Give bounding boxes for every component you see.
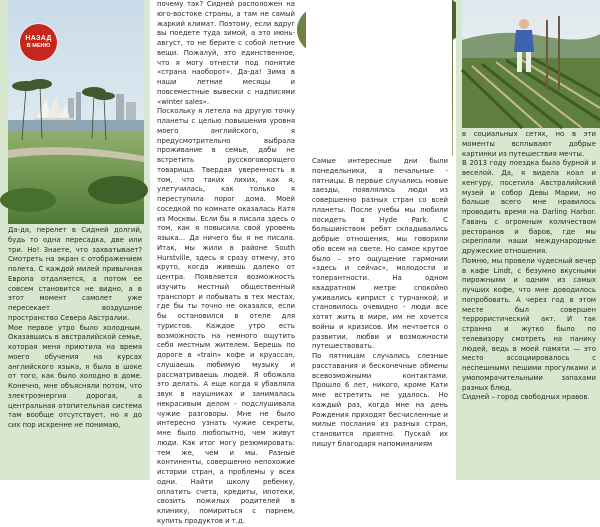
paragraph: По пятницам случались слезные расставания и бесконечные обмены всевозможными контактами. Прошло 6 лет, никого, кроме Кати мне встретить не удалось. Но каждый раз, когда мне на день Рождения приходят бесчисленные и милые послания из разных стран, становится приятно. Пускай их пишут благодаря напоминаниям (312, 352, 448, 448)
paragraph: Да-да, перелет в Сидней долгий, будь то одна пересадка, две или три. Но! Знаете, что захватывает? Смотреть на экран с отображением полета. С каждой милей привычная Европа отдаляется, а потом ее совсем становится не видно, а в этот момент самолет уже пересекает воздушное пространство Севера Австралии. (8, 226, 142, 322)
back-to-menu-line1: НАЗАД (25, 35, 52, 42)
paragraph: Поскольку я летела на другую точку планеты с целью повышения уровня моего английского, я предусмотрительно выбрала проживание в семье, дабы не встретить русскоговорящего товарища. Твердая уверенность в том, что таких лихих, как я, улетучилась, как только я переступила порог дома. Моей соседкой по комнате оказалась Катя из Москвы. Если бы я писала здесь о том, как я повысила свой уровень языка... Да ничего бы я не писала. Итак, мы жили в районе South Hurstville, здесь я сразу отмечу, это круто, когда живешь далеко от центра. Появляется возможность изучить местный общественный транспорт и побывать в тех местах, где бы ты точно не оказался, если бы остановился в отеле для туристов. Каждое утро есть возможность на немного ощутить себя местным жителем. Берешь по дороге в «train» кофе и круассан, слушаешь любимую музыку и рассматриваешь людей. Я обожала это делать. А еще когда я убавляла звук в наушниках и занималась некрасивым делом - подслушивала чужие разговоры. Мне не было интересно узнать чужие секреты, мне было любопытно, чем живут люди. Как итог могу резюмировать: тем же, чем и мы. Разные континенты, совершенно непохожие истории стран, а проблемы у всех одни. Найти школу ребенку, оплатить счета, кредиты, ипотеки, свозить пожилых родителей в клинику, помириться с парнем, купить продуктов и т.д. (157, 107, 295, 525)
back-to-menu-line2: В МЕНЮ (26, 43, 51, 49)
paragraph: почему так? Сидней расположен на юго-востоке страны, а там не самый жаркий климат. Поэтому, если вдруг вы поедете туда зимой, а это июнь-август, то не берите с собой летние вещи. Пожалуй, это единственное, что я могу отнести под понятие «страна наоборот». Да-да! Зима в наши летние месяцы и повсеместные вывески с надписями «winter sales». (157, 0, 295, 106)
article-text-column-1 (8, 226, 142, 431)
article-text-column-2 (157, 0, 295, 527)
column-3 (306, 0, 452, 480)
paragraph: Помню, мы провели чудесный вечер в кафе Lindt, с безумно вкусными пирожными и одним из самых лучших кофе, что мне доводилось попробовать. А через год в этом месте был совершен террористический акт. И так странно и жутко было по телевизору смотреть на панику людей, ведь в моей памяти — это место ассоциировалось с неспешными пешими прогулками и умопомрачительными запахами разных блюд. (462, 256, 596, 392)
paragraph: Мое первое утро было холодным. Оказавшись в австралийской семье, которая меня приютила на время моего обучения на курсах английского языка, я была в шоке от того, как было холодно в доме. Конечно, мне объясняли потом, что электроэнергия дорогая, а центральная отопительная система там вообще отсутствует, но я до сих пор искренне не понимаю, (8, 323, 142, 429)
paragraph: в социальных сетях, но в эти моменты всплывают добрые картинки из путешествия мечты. (462, 130, 596, 158)
back-to-menu-button[interactable] (20, 24, 57, 61)
paragraph: В 2013 году поездка была бурной и веселой. Да, я видела коал и кенгуру, посетила Австралийский музей и собор Девы Марии, но больше всего мне нравилось проводить время на Darling Harbor. Гавань с огромным количеством ресторанов и баров, где мы скрепляли наши международные дружеские отношения. (462, 159, 596, 255)
paragraph: Сидней – город свободных нравов. (462, 393, 590, 402)
article-text-column-4 (462, 130, 596, 403)
column-1 (0, 0, 150, 480)
column-2 (152, 0, 300, 525)
article-text-column-3 (312, 157, 448, 450)
paragraph: Самые интересные дни были понедельники, а печальные - пятницы. В первые случались новые заезды, появлялись люди из совершенно разных стран со всей планеты. После учебы мы любили посидеть в Hyde Park. С большинством ребят складывались добрые отношения, мы говорили обо всем на свете. Но самое крутое было – это ощущение гармонии «здесь и сейчас», молодости и толерантности. На одном квадратном метре спокойно уживались киприст с турчанкой, и становилось очевидно - люди все хотят жить в мире, им не хочется войны и кризисов. Им нечтается о развитии, любви и возможности путешествовать. (312, 157, 448, 351)
vineyard-photo (462, 0, 600, 128)
